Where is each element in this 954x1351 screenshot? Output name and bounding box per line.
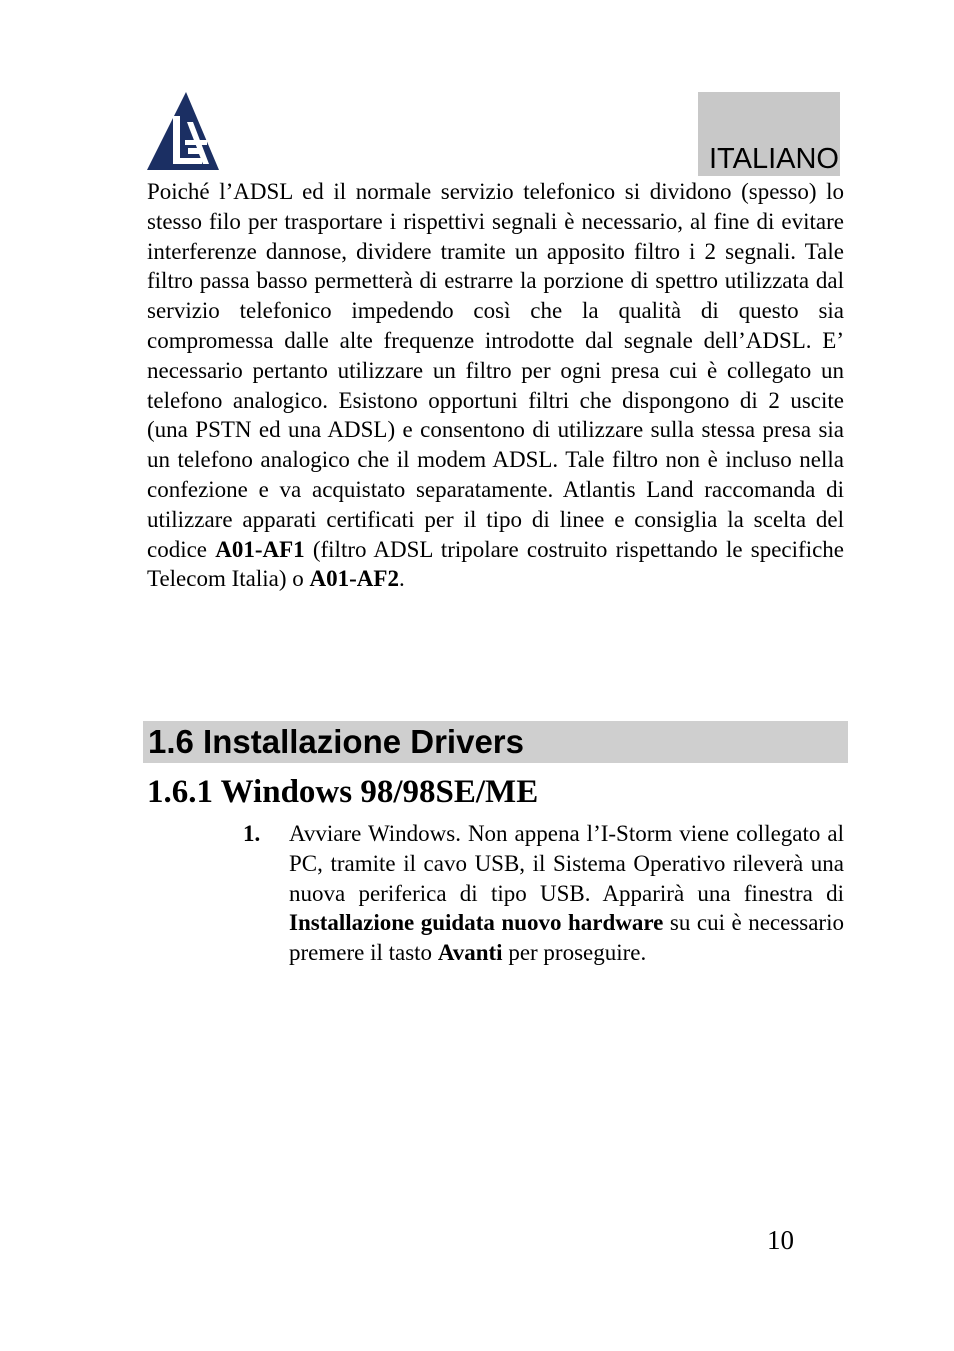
step-emphasis: Installazione guidata nuovo hardware (289, 910, 664, 936)
intro-text: Poiché l’ADSL ed il normale servizio telefonico si dividono (spesso) lo stesso filo per trasportare i rispettivi segnali è necessario, al fine di evitare interferenze dannose, dividere tramite un apposito filtro i 2 segnali. Tale filtro passa basso permetterà di estrarre la porzione di spettro utilizzata dal servizio telefonico impedendo così che la qualità di questo sia compromessa dalle alte frequenze introdotte dal segnale dell’ADSL. E’ necessario pertanto utilizzare un filtro per ogni presa cui è collegato un telefono analogico. Esistono opportuni filtri che dispongono di 2 uscite (una PSTN ed una ADSL) e consentono di utilizzare sulla stessa presa sia un telefono analogico che il modem ADSL. Tale filtro non è incluso nella confezione e va acquistato separatamente. Atlantis Land raccomanda di utilizzare apparati certificati per il tipo di linee e consiglia la scelta del codice (147, 179, 844, 562)
step-number: 1. (243, 821, 261, 846)
language-label: ITALIANO (709, 143, 839, 175)
step-text-part: su cui è necessario premere il tasto (289, 910, 844, 966)
step-emphasis: Avanti (437, 940, 503, 966)
step-text-part: Avviare Windows. Non appena l’I-Storm viene collegato al PC, tramite il cavo USB, il Sistema Operativo rileverà una nuova periferica di tipo USB. Apparirà una finestra di (289, 821, 844, 906)
product-code: A01-AF1 (215, 536, 305, 562)
intro-paragraph (147, 177, 844, 594)
section-title: 1.6 Installazione Drivers (148, 723, 525, 760)
step-text-part: per proseguire. (502, 940, 647, 966)
atlantis-land-logo (147, 92, 219, 170)
section-heading-bar (143, 721, 848, 763)
step-text (289, 819, 844, 968)
language-header-box (698, 92, 840, 176)
product-code: A01-AF2 (309, 566, 399, 592)
subsection-title: 1.6.1 Windows 98/98SE/ME (147, 774, 539, 810)
intro-text: (filtro ADSL tripolare costruito rispettando le specifiche Telecom Italia) o (147, 536, 844, 592)
page-number: 10 (767, 1225, 794, 1255)
intro-text: . (398, 566, 405, 592)
